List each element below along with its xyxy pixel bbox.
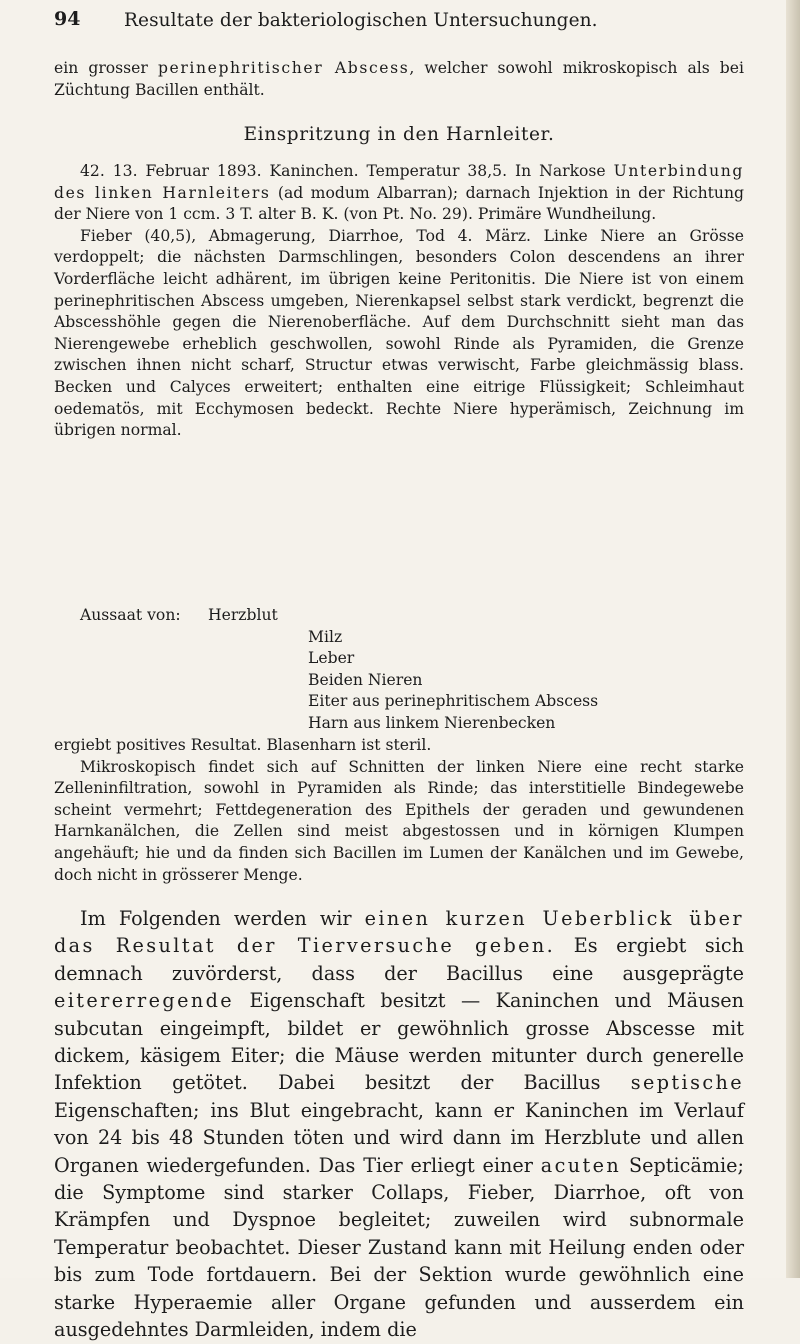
summary-text: Eigenschaften; ins Blut eingebracht, kann er Kaninchen im Verlauf von 24 bis 48 Stunden töten und wird dann im Herzblute und allen Organen wiedergefunden. Das Tier erliegt einer — [54, 1098, 744, 1177]
list-item — [54, 605, 744, 627]
list-item — [54, 627, 744, 649]
experiment-conclusion — [54, 735, 744, 886]
summary-emphasis: septische — [630, 1071, 744, 1095]
list-item — [54, 691, 744, 713]
aussaat-list — [54, 605, 744, 735]
aussaat-item: Leber — [308, 649, 355, 668]
summary-emphasis: einen kurzen Ueberblick über das Resultat der Tierversuche geben. — [54, 907, 744, 958]
intro-emphasis: perinephritischer Abscess — [157, 59, 410, 77]
summary-emphasis: eitererregende — [54, 989, 235, 1013]
list-item — [54, 670, 744, 692]
summary-emphasis: acuten — [540, 1153, 622, 1177]
summary-text: Im Folgenden werden wir — [80, 907, 365, 930]
summary-text: Es ergiebt sich demnach zuvörderst, dass der Bacillus eine ausgeprägte — [54, 934, 744, 985]
page-edge-shadow — [786, 0, 800, 1278]
microscopy-paragraph: Mikroskopisch findet sich auf Schnitten der linken Niere eine recht starke Zelleninfiltration, sowohl in Pyramiden als Rinde; das interstitielle Bindegewebe scheint vermehrt; Fettdegeneration des Epithels der geraden und gewundenen Harnkanälchen, die Zellen sind meist abgestossen und in körnigen Klumpen angehäuft; hie und da finden sich Bacillen im Lumen der Kanälchen und im Gewebe, doch nicht in grösserer Menge. — [54, 757, 744, 884]
experiment-intro-end: (ad modum Albarran); darnach Injektion in der Richtung der Niere von 1 ccm. 3 T. alter B. K. (von Pt. No. 29). Primäre Wundheilung. — [54, 183, 744, 224]
summary-text: Eigenschaft besitzt — Kaninchen und Mäusen subcutan eingeimpft, bildet er gewöhnlich grosse Abscesse mit dickem, käsigem Eiter; die Mäuse werden mitunter durch generelle Infektion getötet. Dabei besitzt der Bacillus — [54, 989, 744, 1095]
aussaat-item: Milz — [308, 627, 343, 646]
page-number: 94 — [54, 8, 81, 30]
section-heading: Einspritzung in den Harnleiter. — [243, 124, 555, 145]
experiment-paragraph-1 — [54, 161, 744, 226]
intro-text: ein grosser — [54, 59, 158, 77]
experiment-paragraph-2: Fieber (40,5), Abmagerung, Diarrhoe, Tod 4. März. Linke Niere an Grösse verdoppelt; die nächsten Darmschlingen, besonders Colon descendens an ihrer Vorderfläche leicht adhärent, im übrigen keine Peritonitis. Die Niere ist von einem perinephritischen Abscess umgeben, Nierenkapsel selbst stark verdickt, begrenzt die Abscesshöhle gegen die Nierenoberfläche. Auf dem Durchschnitt sieht man das Nierengewebe erheblich geschwollen, sowohl Rinde als Pyramiden, die Grenze zwischen ihnen nicht scharf, Structur etwas verwischt, Farbe gleichmässig blass. Becken und Calyces erweitert; enthalten eine eitrige Flüssigkeit; Schleimhaut oedematös, mit Ecchymosen bedeckt. Rechte Niere hyperämisch, Zeichnung im übrigen normal. — [54, 226, 744, 440]
intro-text-end: , welcher sowohl mikroskopisch als bei Züchtung Bacillen enthält. — [54, 59, 745, 99]
aussaat-item: Herzblut — [208, 606, 278, 624]
list-item — [54, 648, 744, 670]
experiment-report — [54, 161, 744, 442]
list-item — [54, 713, 744, 735]
experiment-emphasis: Unterbindung des linken Harnleiters — [54, 162, 744, 202]
intro-paragraph — [54, 58, 744, 101]
summary-text: Septicämie; die Symptome sind starker Collaps, Fieber, Diarrhoe, oft von Krämpfen und Dyspnoe begleitet; zuweilen wird subnormale Temperatur beobachtet. Dieser Zustand kann mit Heilung enden oder bis zum Tode fortdauern. Bei der Sektion wurde gewöhnlich eine starke Hyperaemie aller Organe gefunden und ausserdem ein ausgedehntes Darmleiden, indem die — [54, 1153, 744, 1342]
page-header — [54, 8, 754, 38]
aussaat-item: Eiter aus perinephritischem Abscess — [308, 692, 599, 711]
running-head: Resultate der bakteriologischen Untersuchungen. — [124, 10, 598, 31]
aussaat-item: Harn aus linkem Nierenbecken — [308, 713, 556, 732]
experiment-intro: 42. 13. Februar 1893. Kaninchen. Temperatur 38,5. In Narkose — [80, 162, 614, 180]
aussaat-item: Beiden Nieren — [308, 670, 423, 689]
aussaat-label: Aussaat von: — [80, 606, 181, 624]
result-line: ergiebt positives Resultat. Blasenharn ist steril. — [54, 736, 432, 754]
